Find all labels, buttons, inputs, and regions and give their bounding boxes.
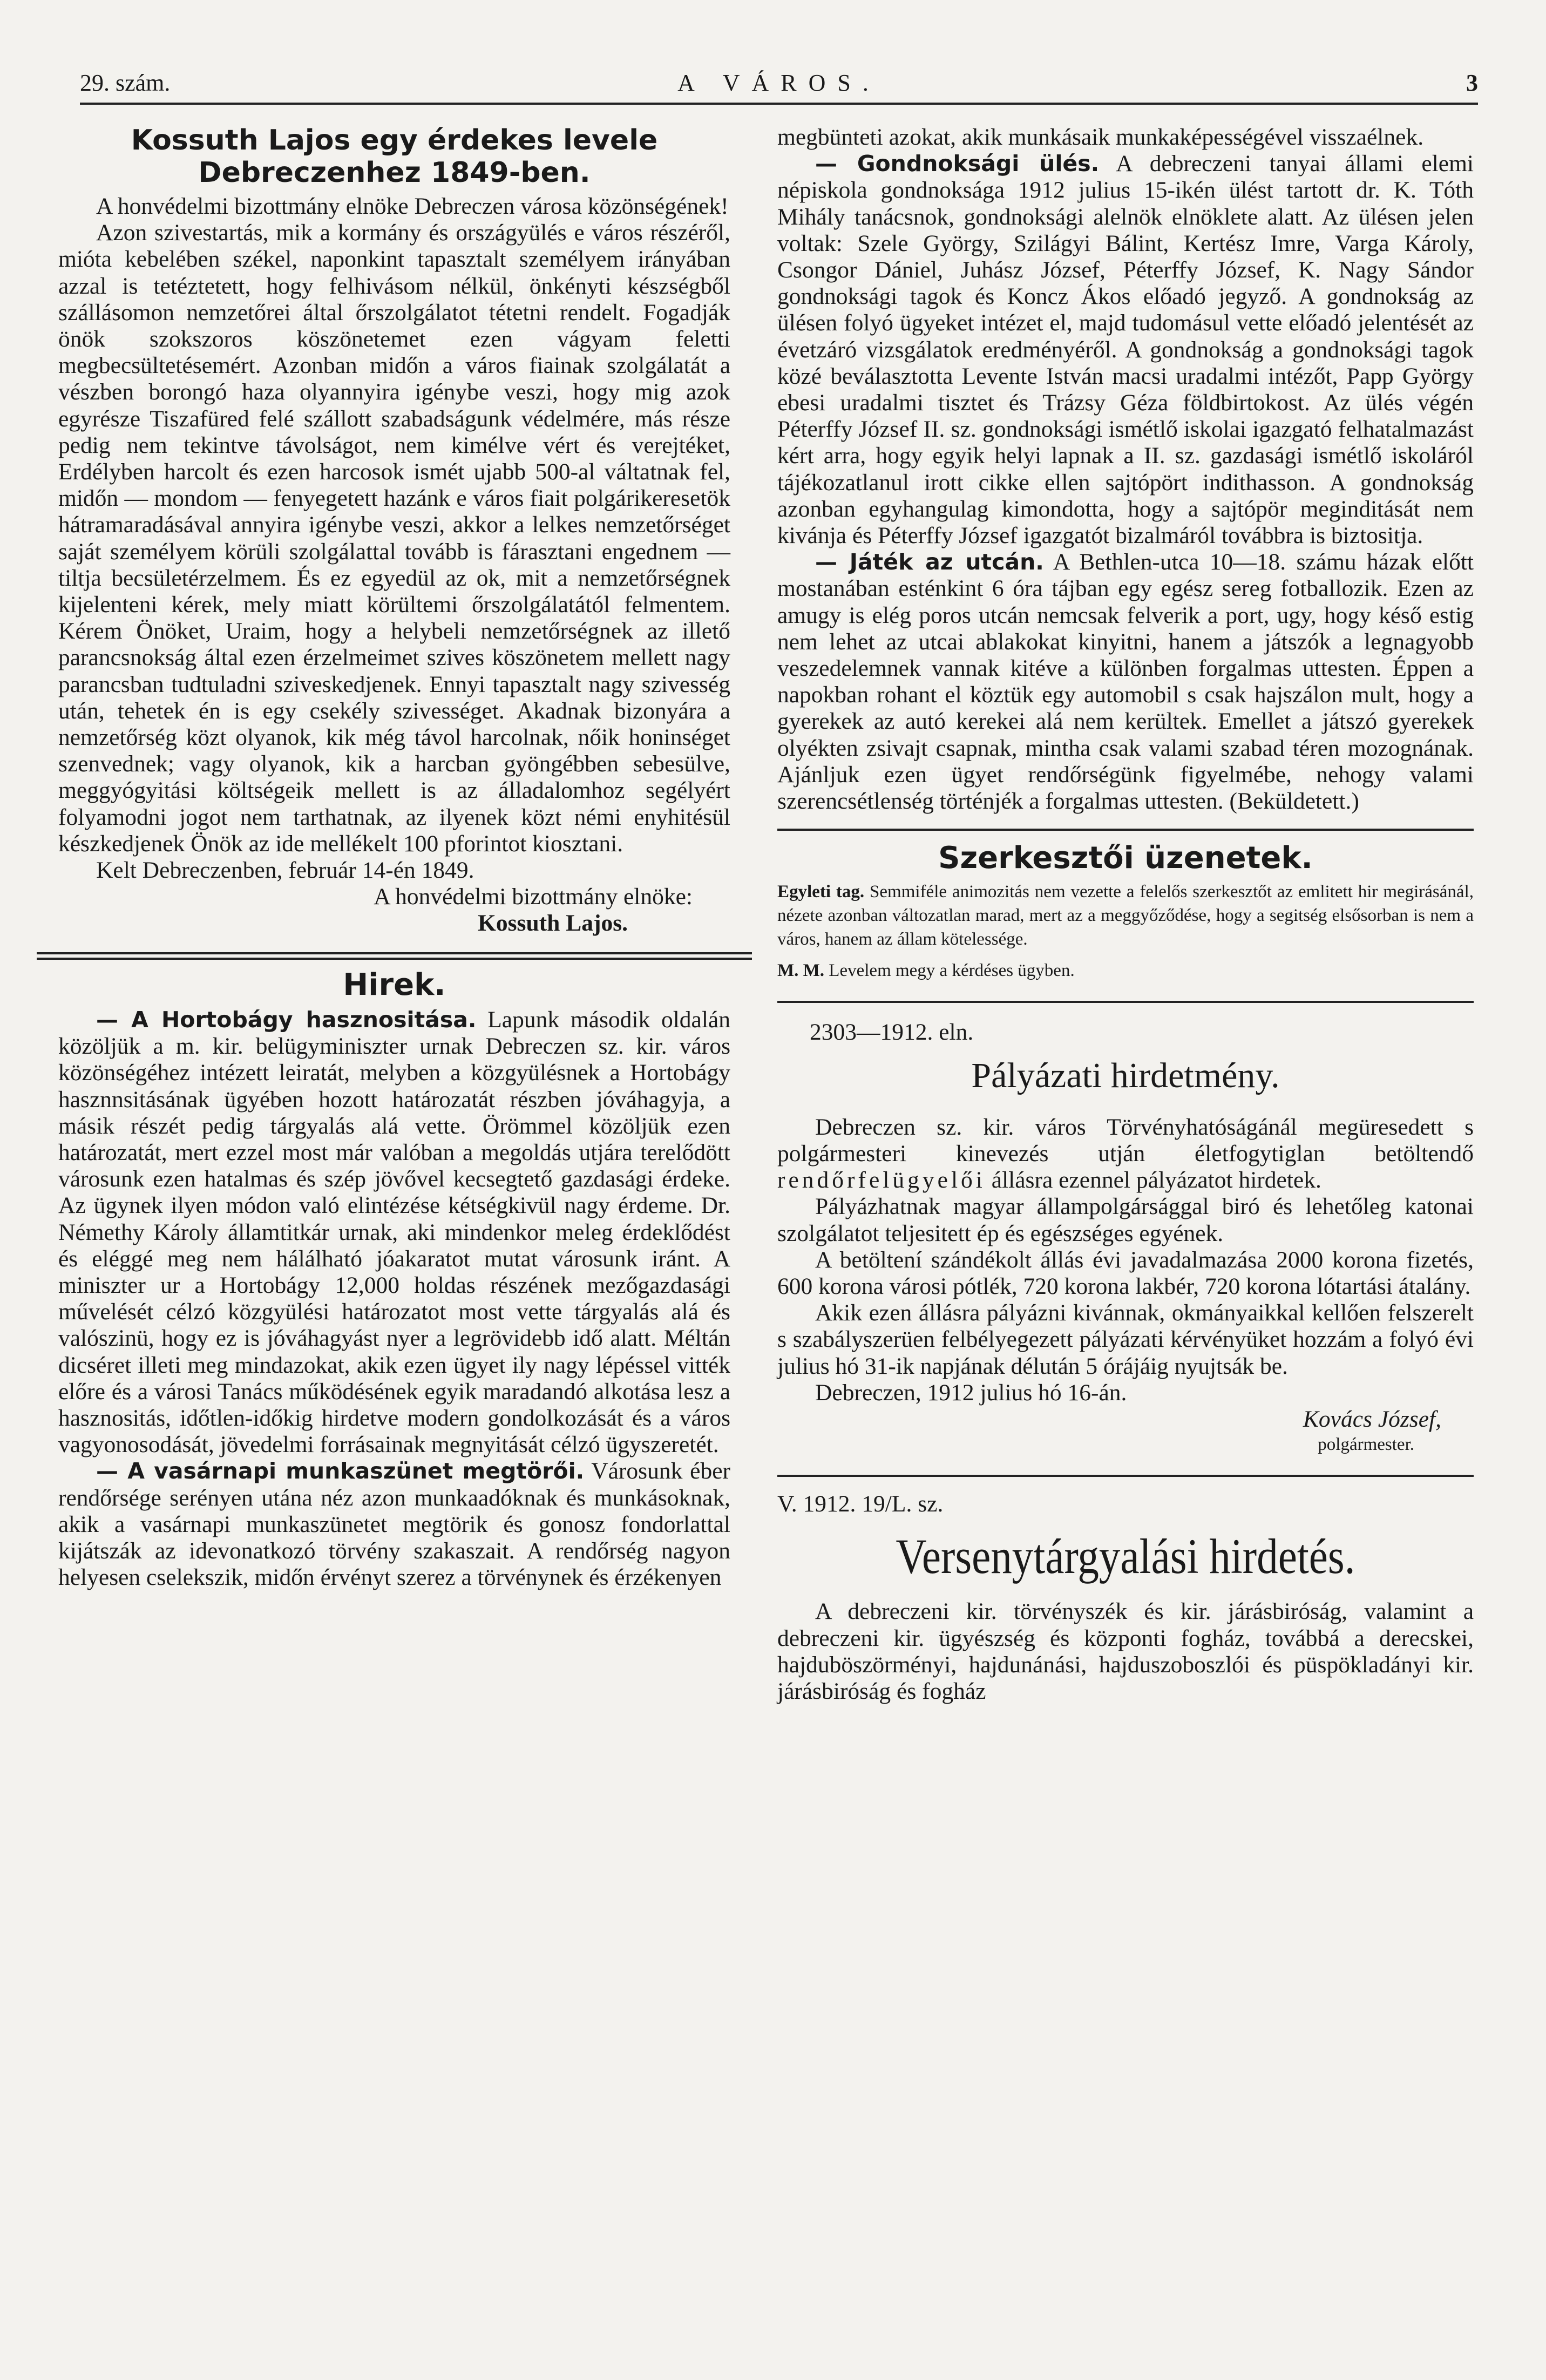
palyazat-p4: Akik ezen állásra pályázni kivánnak, okmányaikkal kellően felszerelt s szabályszerüen felbélyegezett pályázati kérvényüket hozzám a folyó évi julius hó 31-ik napjának délután 5 órájáig nyujtsák be. xyxy=(777,1300,1474,1379)
message-text: Semmiféle animozitás nem vezette a felelős szerkesztőt az emlitett hir megirásánál, nézete azonban változatlan marad, mert az a meggyőződése, hogy a segitség elsősorban is nem a város, hanem az állam kötelessége. xyxy=(777,882,1474,950)
text-part: Debreczen sz. kir. város Törvényhatóságánál megüresedett s polgármesteri kinevezés utján életfogytiglan betöltendő xyxy=(777,1114,1474,1167)
message-text: Levelem megy a kérdéses ügyben. xyxy=(824,961,1075,981)
palyazat-p3: A betöltení szándékolt állás évi javadalmazása 2000 korona fizetés, 600 korona városi pótlék, 720 korona lakbér, 720 korona lótartási átalány. xyxy=(777,1246,1474,1299)
kossuth-signature-title: A honvédelmi bizottmány elnöke: xyxy=(374,884,693,910)
verseny-title: Versenytárgyalási hirdetés. xyxy=(896,1529,1355,1584)
kossuth-salutation: A honvédelmi bizottmány elnöke Debreczen városa közönségének! xyxy=(96,193,729,219)
masthead-title: A VÁROS. xyxy=(677,70,880,96)
palyazat-title: Pályázati hirdetmény. xyxy=(971,1055,1280,1095)
text-part: állásra ezennel pályázatot hirdetek. xyxy=(985,1167,1321,1194)
editor-message xyxy=(777,880,1474,951)
news-text: Városunk éber rendőrsége serényen utána néz azon munkaadóknak és munkásoknak, akik a vasárnapi munkaszünetet megtörik és gonosz fondorlattal kijátszák az idevonatkozó törvény szakaszait. A rendőrség nagyon helyesen cselekszik, midőn érvényt szerez a törvénynek és érzékenyen xyxy=(58,1458,730,1591)
kossuth-letter-date: Kelt Debreczenben, február 14-én 1849. xyxy=(96,857,474,884)
palyazat-p1 xyxy=(777,1114,1474,1194)
news-item-gondnoksag xyxy=(777,151,1474,549)
hirek-section-title: Hirek. xyxy=(343,967,446,1002)
continued-text: megbünteti azokat, akik munkásaik munkaképességével visszaélnek. xyxy=(777,124,1424,150)
palyazat-signature-title: polgármester. xyxy=(1318,1435,1414,1455)
palyazat-p2: Pályázhatnak magyar állampolgársággal biró és lehetőleg katonai szolgálatot teljesitett ép és egészséges egyének. xyxy=(777,1194,1474,1246)
kossuth-article-title: Kossuth Lajos egy érdekes levele Debreczenhez 1849-ben. xyxy=(131,124,658,189)
news-heading: — Játék az utcán. xyxy=(815,549,1044,575)
position-name: rendőrfelügyelői xyxy=(777,1167,986,1194)
section-divider xyxy=(777,829,1474,831)
editor-message xyxy=(777,959,1474,982)
editor-messages xyxy=(777,880,1474,982)
news-heading: — A vasárnapi munkaszünet megtörői. xyxy=(96,1458,585,1484)
news-item-hortobagy xyxy=(58,1007,730,1458)
issue-number: 29. szám. xyxy=(80,70,171,96)
news-heading: — A Hortobágy hasznositása. xyxy=(96,1006,477,1033)
page-number: 3 xyxy=(1466,70,1478,96)
kossuth-signature-name: Kossuth Lajos. xyxy=(478,910,628,937)
palyazat-date: Debreczen, 1912 julius hó 16-án. xyxy=(815,1379,1127,1406)
section-divider xyxy=(777,1001,1474,1003)
kossuth-letter-body: Azon szivestartás, mik a kormány és országyülés e város részéről, mióta kebelében székel, naponkint tapasztalt személyem irányában azzal is tetéztetett, hogy felhivásom nélkül, önkényti készségből szállásomon nemzetőrei által őrszolgálatot tétetni rendelt. Fogadják önök szokszoros köszönetemet ezen vágyam feletti megbecsültetésemért. Azonban midőn a város fiainak szolgálatát a vészben borongó haza olyannyira igénybe veszi, hogy mig azok egyrésze Tiszafüred felé szállott szabadságunk védelmére, más része pedig nem tekintve távolságot, nem kimélve vért és verejtéket, Erdélyben harcolt és ezen harcosok ismét ujabb 500-al váltatnak fel, midőn — mondom — fenyegetett hazánk e város fiait polgárikeresetök hátramaradásával annyira igénybe veszi, akkor a lelkes nemzetőrséget saját személyem körüli szolgálattal tovább is fárasztani engednem — tiltja becsületérzelmem. És ez egyedül az ok, mit a nemzetőrségnek kijelenteni kérek, mely miatt körültemi őrszolgálatától felmentem. Kérem Önöket, Uraim, hogy a helybeli nemzetőrségnek az illető parancsnokság által ezen érzelmeimet szives köszönetem mellett nagy parancsban tudtuladni sziveskedjenek. Ennyi tapasztalt nagy szivesség után, tehetek én is egy csekély szivességet. Akadnak bizonyára a nemzetőrség közt olyanok, kik még távol harcolnak, nőik honinséget szenvednek; vagy olyanok, kik a harcban gyöngébben sebesülve, meggyógyitási költségeik mellett is az álladalomhoz segélyért folyamodni jogot nem tarthatnak, az ilyenek közt némi enyhitésül készkedjenek Önök az ide mellékelt 100 pforintot kiosztani. xyxy=(58,220,730,857)
palyazat-signature-name: Kovács József, xyxy=(1303,1406,1441,1432)
verseny-p1: A debreczeni kir. törvényszék és kir. járásbiróság, valamint a debreczeni kir. ügyészség és központi fogház, továbbá a derecskei, hajduböszörményi, hajdunánási, hajduszoboszlói és püspökladányi kir. járásbiróság és fogház xyxy=(777,1598,1474,1704)
message-recipient: M. M. xyxy=(777,961,825,981)
news-item-munkaszunet xyxy=(58,1458,730,1591)
news-text: Lapunk második oldalán közöljük a m. kir. belügyminiszter urnak Debreczen sz. kir. város közönségéhez intézett leiratát, melyben a közgyülésnek a Hortobágy hasznnsitásának ügyében hozott határozatát részben jóváhagyja, a másik részét pedig tárgyalás alá vette. Örömmel közöljük ezen határozatát, mert ezzel most már valóban a megoldás utjára terelődött városunk ezen hatalmas és szép jövővel kecsegtető gazdasági érdeke. Az ügynek ilyen módon való elintézése kétségkivül nagy érdeme. Dr. Némethy Károly államtitkár urnak, aki mindenkor meleg érdeklődést és eléggé meg nem hálálható jóakaratot mutat városunk iránt. A miniszter ur a Hortobágy 12,000 holdas részének mezőgazdasági művelését célzó közgyülési határozatot most vette tárgyalás alá és valószinü, hogy ez is jóváhagyást nyer a legrövidebb idő alatt. Méltán dicséret illeti meg mindazokat, akik ezen ügyet ily nagy lépéssel vitték előre és a városi Tanács működésének egyik maradandó alkotása lesz a hasznositás, időtlen-időkig hirdetve modern gondolkozását és a város vagyonosodását, jövedelmi forrásainak megnyitását célzó ügyszeretét. xyxy=(58,1006,730,1458)
news-text: A Bethlen-utca 10—18. számu házak előtt mostanában esténkint 6 óra tájban egy egész sereg fotballozik. Ezen az amugy is elég poros utcán nemcsak felverik a port, ugy, hogy késő estig nem lehet az utcai ablakokat kinyitni, hanem a játszók a legnagyobb veszedelemnek vannak kitéve a különben forgalmas uttesten. Éppen a napokban rohant el köztük egy automobil s csak hajszálon mult, hogy a gyerekek az autó kerekei alá nem kerültek. Emellet a játszó gyerekek olyékten zsivajt csapnak, mintha csak valami szabad téren mozognának. Ajánljuk ezen ügyet rendőrségünk figyelmébe, nehogy valami szerencsétlenség történjék a forgalmas uttesten. (Beküldetett.) xyxy=(777,549,1474,815)
right-column xyxy=(777,124,1474,1705)
section-divider xyxy=(37,952,752,960)
palyazat-ref: 2303—1912. eln. xyxy=(810,1019,974,1046)
page-header xyxy=(80,65,1478,105)
szerkesztoi-section-title: Szerkesztői üzenetek. xyxy=(938,840,1313,876)
verseny-ref: V. 1912. 19/L. sz. xyxy=(777,1491,944,1517)
section-divider xyxy=(777,1475,1474,1477)
news-item-jatek xyxy=(777,549,1474,815)
news-heading: — Gondnoksági ülés. xyxy=(815,151,1100,177)
news-text: A debreczeni tanyai állami elemi népiskola gondnoksága 1912 julius 15-ikén ülést tartott dr. K. Tóth Mihály tanácsnok, gondnoksági alelnök elnöklete alatt. Az ülésen jelen voltak: Szele György, Szilágyi Bálint, Kertész Imre, Varga Károly, Csongor Dániel, Juhász József, Péterffy József, K. Nagy Sándor gondnoksági tagok és Koncz Ákos előadó jegyző. A gondnokság az ülésen folyó ügyeket intézet el, majd tudomásul vette előadó jelentését az évetzáró vizsgálatok eredményéről. A gondnokság a gondnoksági tagok közé beválasztotta Levente István macsi uradalmi intézőt, Papp György ebesi uradalmi tisztet és Trázsy Géza földbirtokost. Az ülés végén Péterffy József II. sz. gondnoksági ismétlő iskolai igazgató felhatalmazást kért arra, hogy egyik helyi lapnak a II. sz. gazdasági ismétlő iskoláról tájékozatlanul irott cikke ellen sajtópört indithasson. A gondnokság azonban egyhangulag kimondotta, hogy a sajtópör meginditását nem kivánja és Péterffy József igazgatót bizalmáról továbbra is biztositja. xyxy=(777,151,1474,549)
message-recipient: Egyleti tag. xyxy=(777,882,865,902)
left-column xyxy=(58,124,730,1591)
